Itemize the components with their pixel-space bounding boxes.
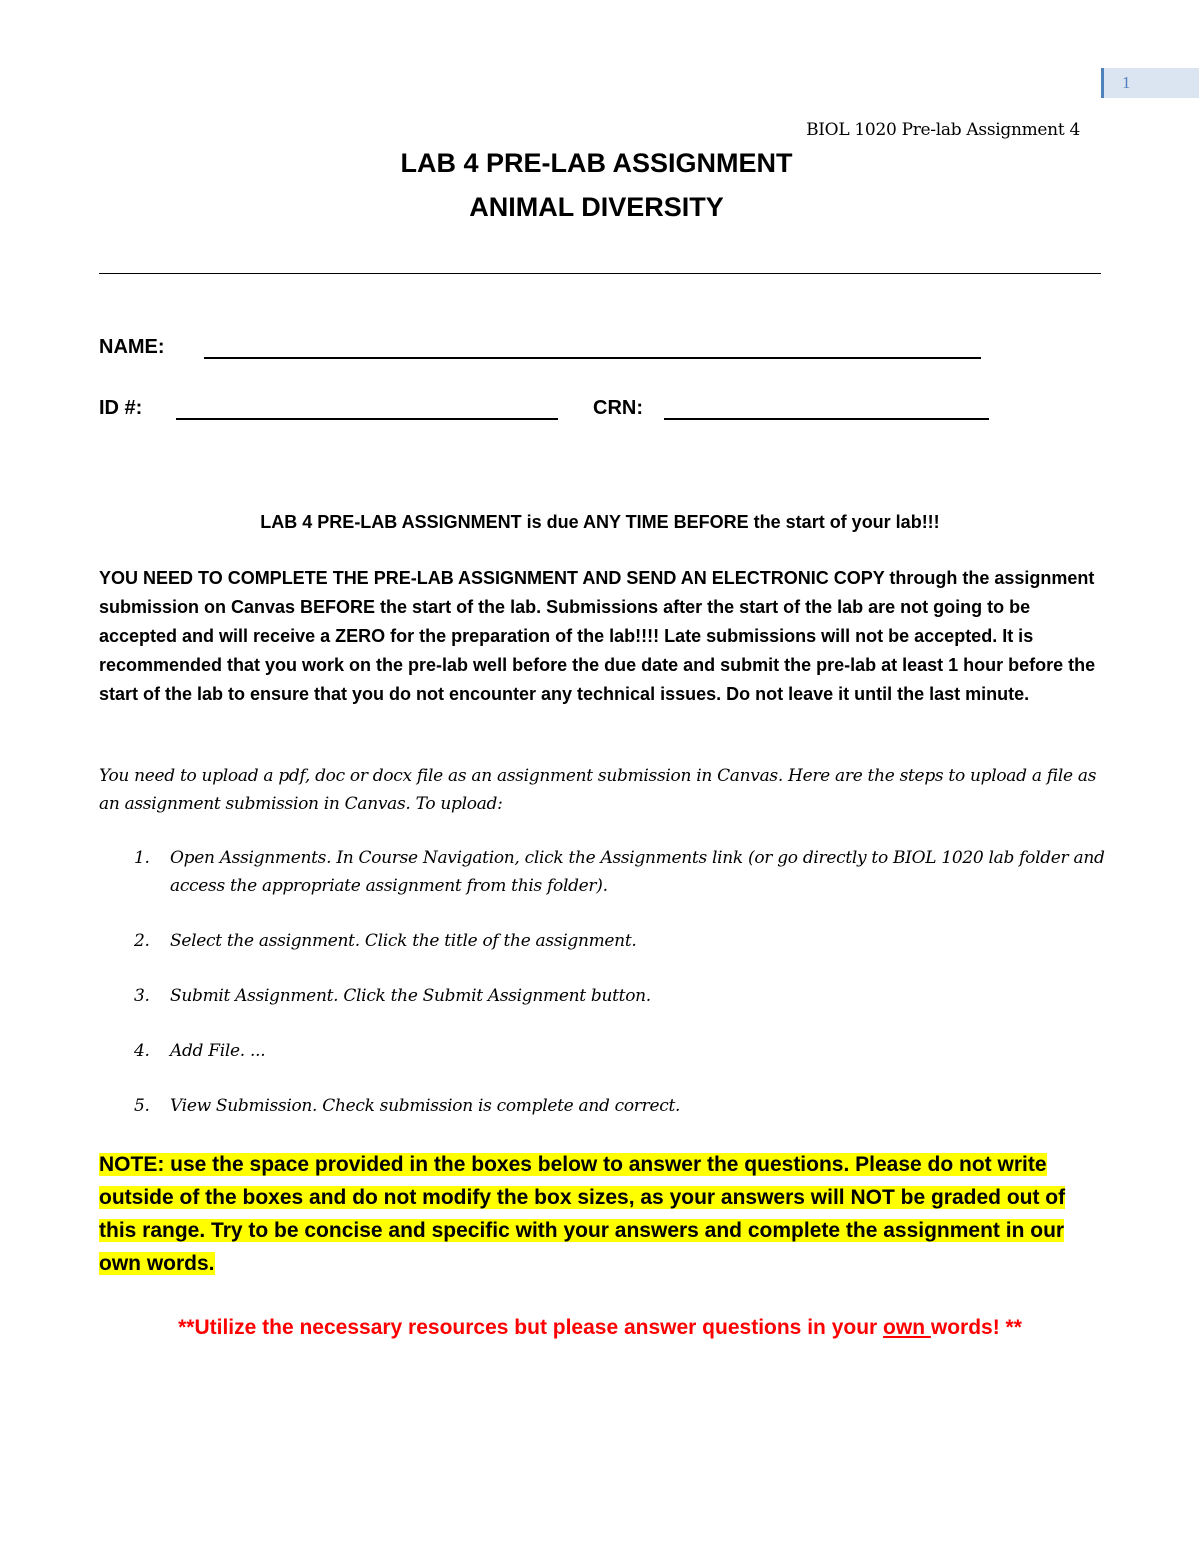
reminder-text-after: words! **: [930, 1316, 1022, 1339]
step-text: Submit Assignment. Click the Submit Assignment button.: [170, 986, 651, 1006]
due-notice: LAB 4 PRE-LAB ASSIGNMENT is due ANY TIME BEFORE the start of your lab!!!: [260, 512, 940, 532]
note-text: NOTE: use the space provided in the boxes below to answer the questions. Please do not write outside of the boxes and do not modify the box sizes, as your answers will NOT be graded out of this range. Try to be concise and specific with your answers and complete the assignment in our own words.: [99, 1153, 1066, 1275]
name-field-line[interactable]: [204, 357, 981, 359]
own-words-reminder: [0, 1316, 1200, 1340]
list-item: [134, 1092, 1114, 1120]
highlighted-note: [99, 1148, 1089, 1280]
upload-steps-list: [134, 844, 1114, 1147]
submission-instructions: YOU NEED TO COMPLETE THE PRE-LAB ASSIGNMENT AND SEND AN ELECTRONIC COPY through the assignment submission on Canvas BEFORE the start of the lab. Submissions after the start of the lab are not going to be accepted and will receive a ZERO for the preparation of the lab!!!! Late submissions will not be accepted. It is recommended that you work on the pre-lab well before the due date and submit the pre-lab at least 1 hour before the start of the lab to ensure that you do not encounter any technical issues. Do not leave it until the last minute.: [99, 568, 1096, 704]
document-title: LAB 4 PRE-LAB ASSIGNMENT: [400, 148, 793, 178]
upload-intro: You need to upload a pdf, doc or docx file as an assignment submission in Canvas. Here are the steps to upload a file as an assignment submission in Canvas. To upload:: [99, 766, 1097, 814]
crn-field-line[interactable]: [664, 418, 989, 420]
list-item: [134, 982, 1114, 1010]
step-text: Add File. ...: [170, 1041, 266, 1061]
list-item: [134, 927, 1114, 955]
step-text: View Submission. Check submission is complete and correct.: [170, 1096, 681, 1116]
step-number: 5.: [134, 1096, 150, 1116]
step-number: 2.: [134, 931, 150, 951]
step-number: 1.: [134, 848, 150, 868]
running-header: BIOL 1020 Pre-lab Assignment 4: [806, 120, 1080, 140]
name-label: NAME:: [99, 336, 165, 358]
title-divider: [99, 273, 1101, 274]
step-number: 3.: [134, 986, 150, 1006]
list-item: [134, 1037, 1114, 1065]
list-item: [134, 844, 1114, 900]
step-text: Open Assignments. In Course Navigation, click the Assignments link (or go directly to BIOL 1020 lab folder and access the appropriate assignment from this folder).: [170, 848, 1105, 896]
id-field-line[interactable]: [176, 418, 558, 420]
document-subtitle: ANIMAL DIVERSITY: [469, 192, 724, 222]
id-label: ID #:: [99, 397, 143, 419]
step-text: Select the assignment. Click the title of the assignment.: [170, 931, 637, 951]
page-number: 1: [1122, 73, 1131, 92]
page-number-box: [1101, 68, 1199, 98]
crn-label: CRN:: [593, 397, 643, 419]
reminder-emphasis: own: [883, 1316, 931, 1339]
step-number: 4.: [134, 1041, 150, 1061]
reminder-text-before: **Utilize the necessary resources but please answer questions in your: [178, 1316, 884, 1339]
